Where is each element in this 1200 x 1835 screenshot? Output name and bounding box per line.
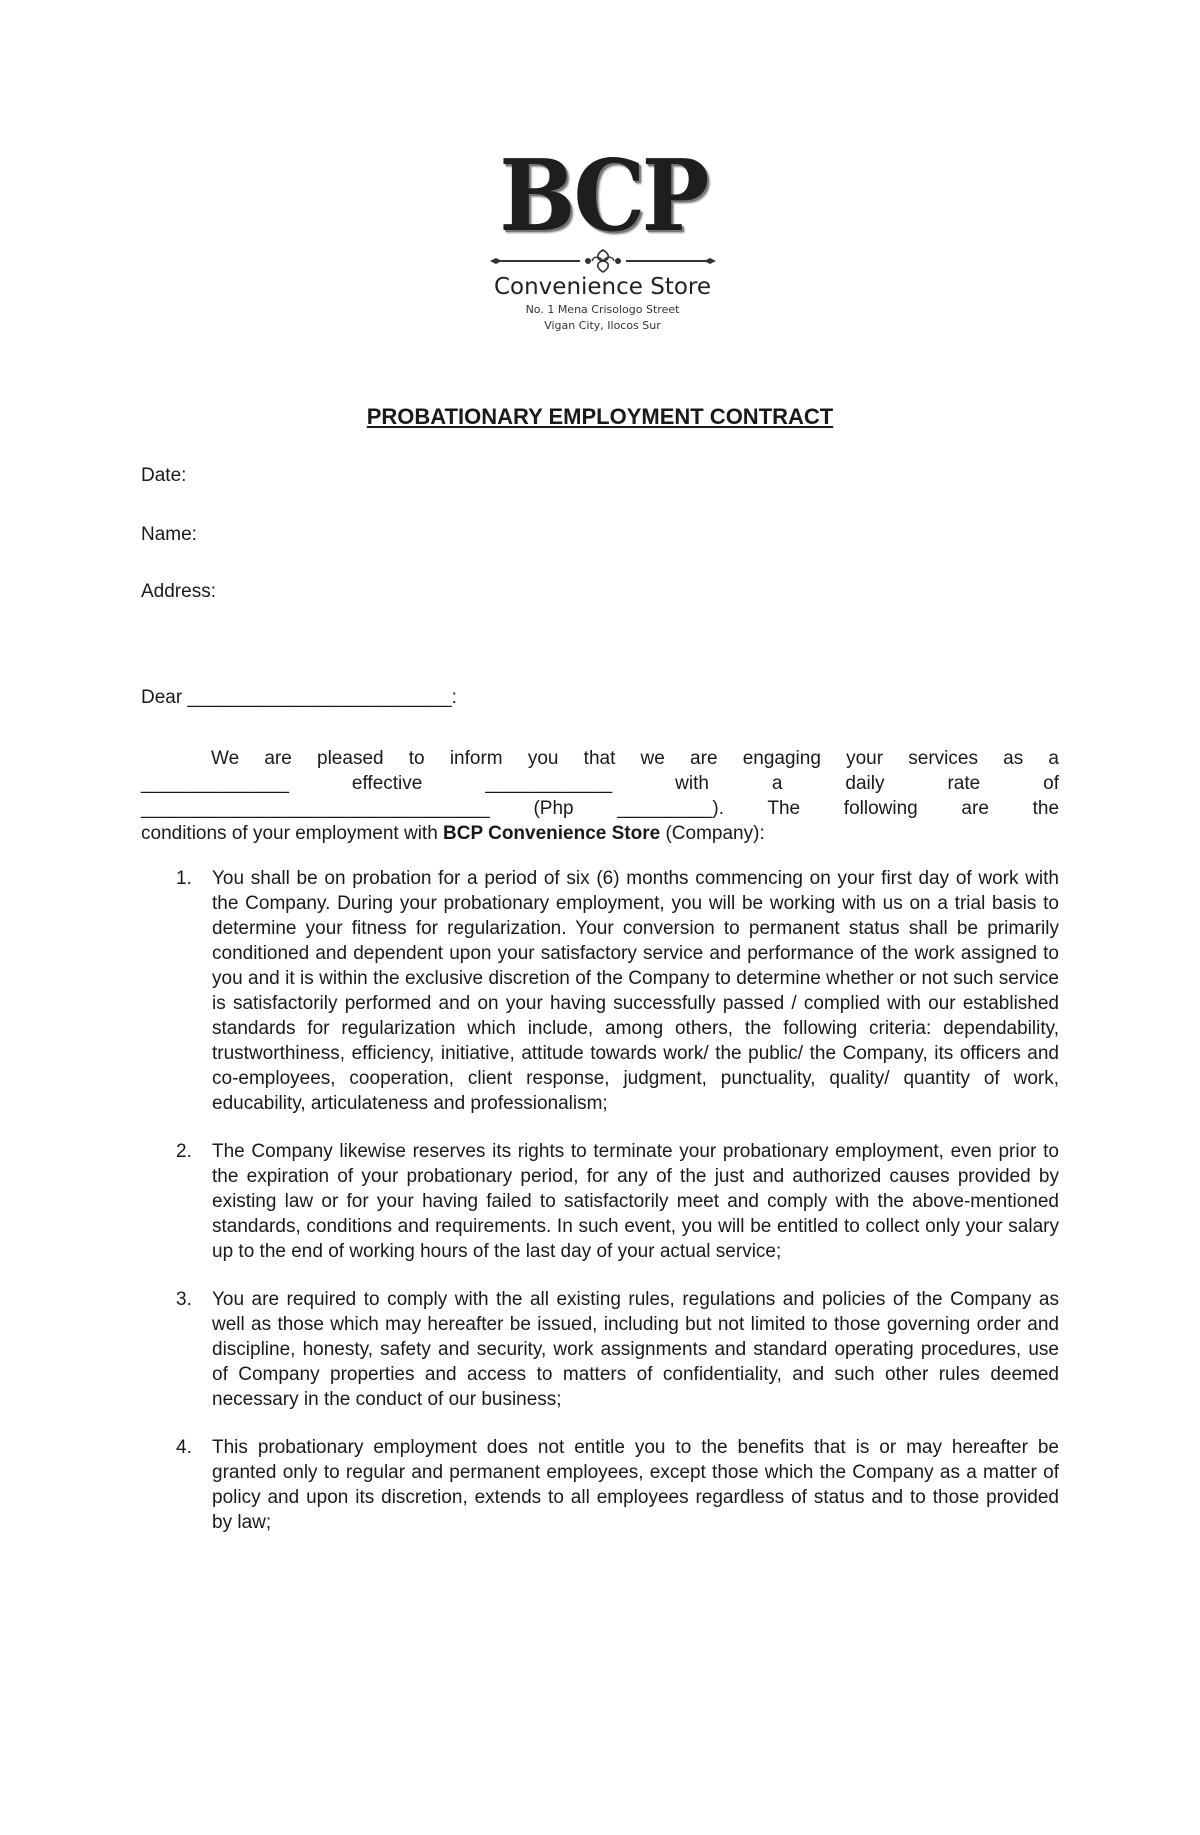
- document-title: PROBATIONARY EMPLOYMENT CONTRACT: [366, 404, 834, 429]
- company-logo: [470, 139, 735, 338]
- clause-number: 2.: [176, 1141, 192, 1162]
- logo-address-line2: Vigan City, Ilocos Sur: [544, 319, 661, 332]
- clause-item: [141, 1287, 1059, 1412]
- clause-text: You are required to comply with the all existing rules, regulations and policies of the Company as well as those which may hereafter be issued, including but not limited to those governing order and discipline, honesty, safety and security, work assignments and standard operating procedures, use of Company properties and access to matters of confidentiality, and such other rules deemed necessary in the conduct of our business;: [212, 1289, 1059, 1410]
- clause-number: 1.: [176, 868, 192, 889]
- logo-tagline: Convenience Store: [493, 274, 712, 300]
- logo-address-line1: No. 1 Mena Crisologo Street: [525, 303, 680, 316]
- intro-effective: effective: [351, 773, 423, 794]
- clause-text: This probationary employment does not entitle you to the benefits that is or may hereafter be granted only to regular and permanent employees, except those which the Company as a matter of policy and upon its discretion, extends to all employees regardless of status and to those provided by law;: [212, 1437, 1059, 1533]
- clause-list: [141, 866, 1059, 1558]
- company-name: BCP Convenience Store: [443, 823, 661, 844]
- address-field-label: Address:: [141, 581, 216, 602]
- intro-php-text: (Php _________). The following are the: [533, 798, 1060, 819]
- effective-date-blank: ____________: [485, 773, 613, 794]
- salutation-suffix: :: [451, 687, 457, 708]
- clause-text: You shall be on probation for a period of six (6) months commencing on your first day of work with the Company. During your probationary employment, you will be working with us on a trial basis to determine your fitness for regularization. Your conversion to permanent status shall be primarily conditioned and dependent upon your satisfactory service and performance of the work assigned to you and it is within the exclusive discretion of the Company to determine whether or not such service is satisfactorily performed and on your having successfully passed / complied with our established standards for regularization which include, among others, the following criteria: dependability, trustworthiness, efficiency, initiative, attitude towards work/ the public/ the Company, its officers and co-employees, cooperation, client response, judgment, punctuality, quality/ quantity of work, educability, articulateness and professionalism;: [212, 868, 1059, 1114]
- clause-item: [141, 1139, 1059, 1264]
- intro-line-2: [141, 771, 1059, 796]
- logo-brand-text: BCP: [499, 139, 706, 254]
- position-blank: ______________: [141, 773, 289, 794]
- salutation-blank: _________________________: [187, 687, 452, 708]
- intro-company-suffix: (Company):: [665, 823, 765, 844]
- intro-rate-text: with a daily rate of: [675, 773, 1060, 794]
- salutation: [141, 687, 457, 709]
- intro-conditions-text: conditions of your employment with: [141, 823, 438, 844]
- intro-line-1: We are pleased to inform you that we are engaging your services as a: [211, 748, 1059, 769]
- intro-line-3: [141, 796, 1059, 821]
- clause-number: 3.: [176, 1289, 192, 1310]
- intro-paragraph: [141, 746, 1059, 846]
- name-field-label: Name:: [141, 524, 197, 545]
- clause-item: [141, 1435, 1059, 1535]
- intro-line-4: [141, 821, 1059, 846]
- date-field-label: Date:: [141, 465, 187, 486]
- rate-words-blank: _________________________________: [141, 798, 490, 819]
- salutation-prefix: Dear: [141, 687, 183, 708]
- clause-number: 4.: [176, 1437, 192, 1458]
- clause-item: [141, 866, 1059, 1116]
- clause-text: The Company likewise reserves its rights to terminate your probationary employment, even prior to the expiration of your probationary period, for any of the just and authorized causes provided by existing law or for your having failed to satisfactorily meet and comply with the above-mentioned standards, conditions and requirements. In such event, you will be entitled to collect only your salary up to the end of working hours of the last day of your actual service;: [212, 1141, 1059, 1262]
